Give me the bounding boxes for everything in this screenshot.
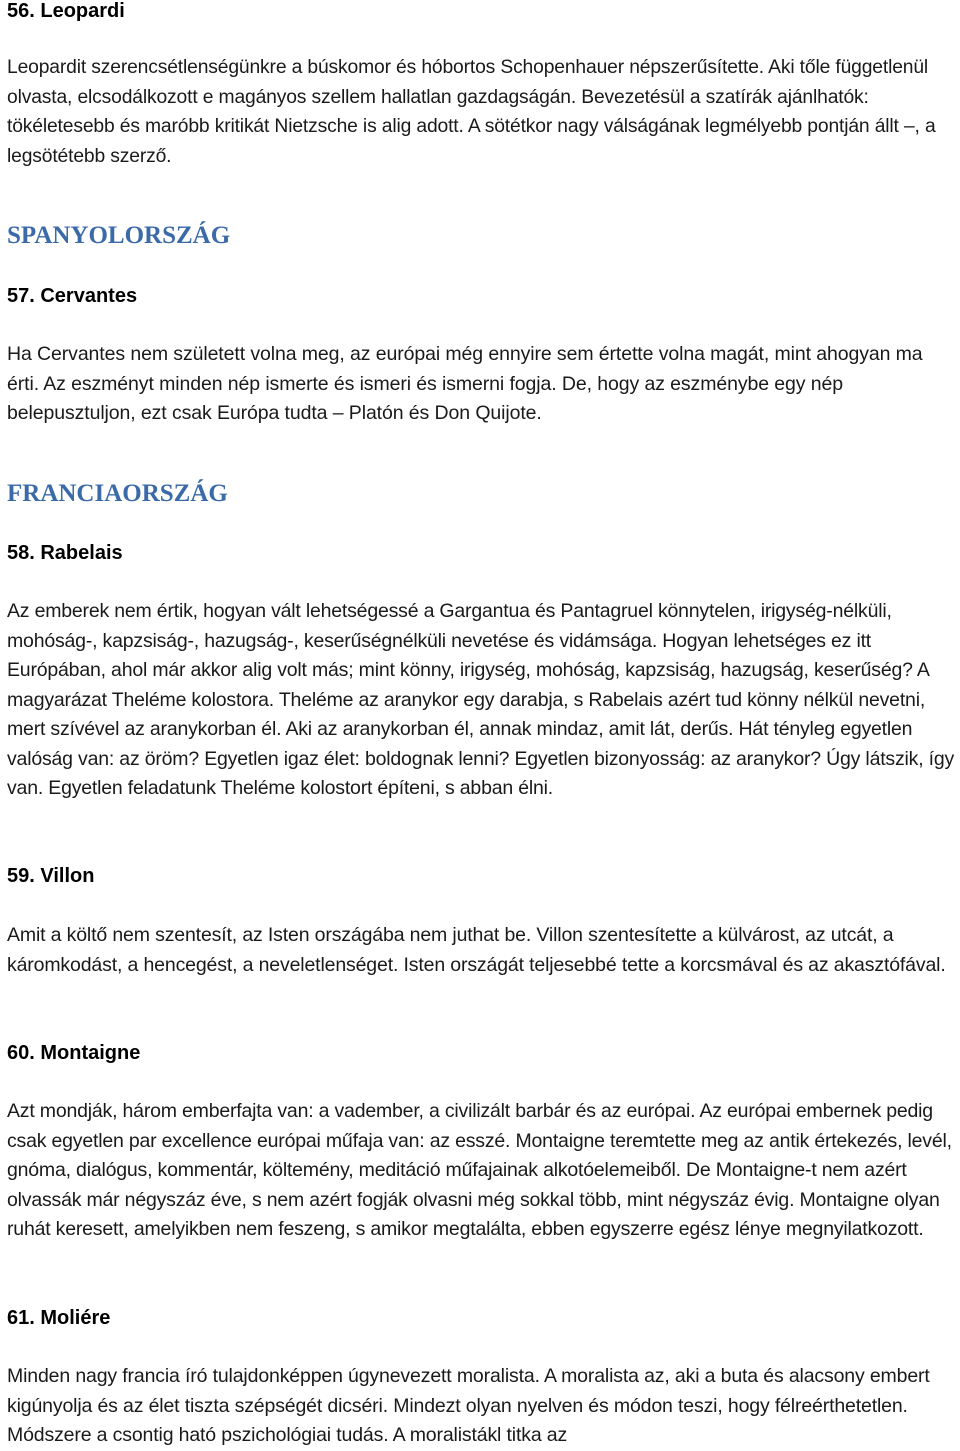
paragraph-rabelais: Az emberek nem értik, hogyan vált lehetségessé a Gargantua és Pantagruel könnytelen, irigység-nélküli, mohóság-, kapzsiság-, hazugság-, keserűségnélküli nevetése és vidámsága. Hogyan lehetséges ez itt Európában, ahol már akkor alig volt más; mint könny, irigység, mohóság, kapzsiság, hazugság, keserűség? A magyarázat Theléme kolostora. Theléme az aranykor egy darabja, s Rabelais azért tud könny nélkül nevetni, mert szívével az aranykorban él. Aki az aranykorban él, annak mindaz, amit lát, derűs. Hát tényleg egyetlen valóság van: az öröm? Egyetlen igaz élet: boldognak lenni? Egyetlen bizonyosság: az aranykor? Úgy látszik, így van. Egyetlen feladatunk Theléme kolostort építeni, s abban élni. (7, 600, 955, 799)
heading-58-rabelais: 58. Rabelais (7, 542, 123, 564)
heading-59-villon: 59. Villon (7, 865, 95, 887)
paragraph-moliere: Minden nagy francia író tulajdonképpen úgynevezett moralista. A moralista az, aki a buta és alacsony embert kigúnyolja és az élet tiszta szépségét dicséri. Mindezt olyan nyelven és módon teszi, hogy félreérthetetlen. Módszere a csontig ható pszichológiai tudás. A moralistákl titka az (7, 1365, 930, 1446)
paragraph-cervantes: Ha Cervantes nem született volna meg, az európai még ennyire sem értette volna magát, mint ahogyan ma érti. Az eszményt minden nép ismerte és ismeri és ismerni fogja. De, hogy az eszménybe egy nép belepusztuljon, ezt csak Európa tudta – Platón és Don Quijote. (7, 343, 923, 424)
section-heading-spain: SPANYOLORSZÁG (7, 222, 231, 249)
paragraph-montaigne: Azt mondják, három emberfajta van: a vadember, a civilizált barbár és az európai. Az európai embernek pedig csak egyetlen par excellence európai műfaja van: az esszé. Montaigne teremtette meg az antik értekezés, levél, gnóma, dialógus, kommentár, költemény, meditáció műfajainak alkotóelemeiből. De Montaigne-t nem azért olvassák már négyszáz éve, s nem azért fogják olvasni még sokkal több, mint négyszáz évig. Montaigne olyan ruhát keresett, amelyikben nem feszeng, s amikor megtalálta, ebben egyszerre egész lénye megnyilatkozott. (7, 1100, 952, 1240)
paragraph-villon: Amit a költő nem szentesít, az Isten országába nem juthat be. Villon szentesítette a külvárost, az utcát, a káromkodást, a hencegést, a neveletlenséget. Isten országát teljesebbé tette a korcsmával és az akasztófával. (7, 924, 946, 976)
section-heading-france: FRANCIAORSZÁG (7, 480, 228, 507)
heading-60-montaigne: 60. Montaigne (7, 1042, 141, 1064)
paragraph-leopardi: Leopardit szerencsétlenségünkre a búskomor és hóbortos Schopenhauer népszerűsítette. Aki tőle függetlenül olvasta, elcsodálkozott e magányos szellem hallatlan gazdagságán. Bevezetésül a szatírák ajánlhatók: tökéletesebb és maróbb kritikát Nietzsche is alig adott. A sötétkor nagy válságának legmélyebb pontján állt –, a legsötétebb szerző. (7, 57, 936, 167)
heading-61-moliere: 61. Moliére (7, 1307, 111, 1329)
heading-57-cervantes: 57. Cervantes (7, 285, 138, 307)
heading-56-leopardi: 56. Leopardi (7, 0, 125, 22)
